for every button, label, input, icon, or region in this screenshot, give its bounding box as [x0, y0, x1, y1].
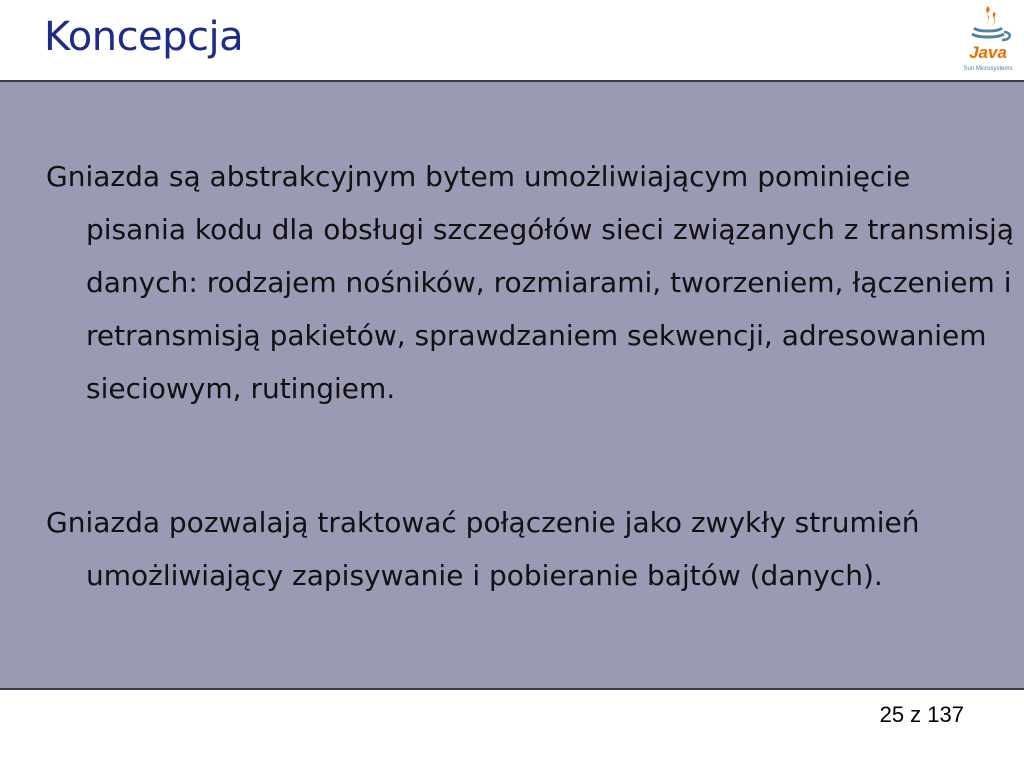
content-panel: [0, 80, 1024, 690]
page-indicator: 25 z 137: [879, 702, 964, 727]
java-coffee-cup-icon: [956, 2, 1020, 76]
slide-title: Koncepcja: [44, 14, 244, 60]
paragraph-sockets-abstraction: Gniazda są abstrakcyjnym bytem umożliwiającym pominięcie pisania kodu dla obsługi szczegółów sieci związanych z transmisją danych: rodzajem nośników, rozmiarami, tworzeniem, łączeniem i retransmisją pakietów, sprawdzaniem sekwencji, adresowaniem sieciowym, rutingiem.: [46, 160, 1014, 405]
java-logo: [956, 2, 1020, 76]
java-wordmark: Java: [969, 43, 1007, 62]
sun-microsystems-wordmark: Sun Microsystems: [963, 66, 1013, 72]
paragraph-sockets-stream: Gniazda pozwalają traktować połączenie jako zwykły strumień umożliwiający zapisywanie i pobieranie bajtów (danych).: [46, 506, 920, 592]
